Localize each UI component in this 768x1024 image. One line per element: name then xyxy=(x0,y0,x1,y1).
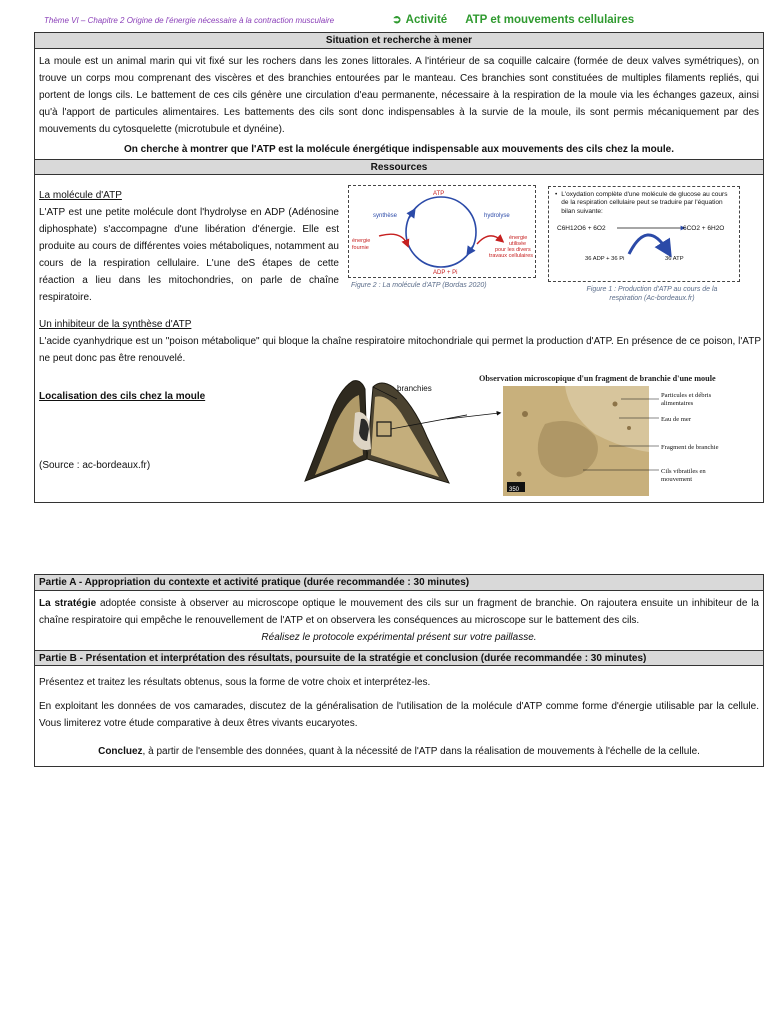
fig2-atp-label: ATP xyxy=(433,191,445,197)
situation-paragraph: La moule est un animal marin qui vit fixé sur les rochers dans les zones littorales. A l'intérieur de sa coquille calcaire (formée de deux valves symétriques), on trouve un corps mou comprenant des viscères et des branchies entourées par le manteau. Ces branchies sont constituées de multiples filaments repliés, qui portent de longs cils. Le battement de ces cils génère une circulation d'eau permanente, nécessaire à la respiration de la moule via les échanges gazeux, ainsi qu'à l'apport de particules alimentaires. Les battements des cils sont donc indispensables à la survie de la moule, ils sont permis mécaniquement par des mouvements du cytosquelette (microtubule et dynéine). xyxy=(39,56,759,135)
fig1-atp: 36 ATP xyxy=(665,256,684,263)
part-a-strategy xyxy=(35,591,763,629)
fig2-energie-utilisee-4: travaux cellulaires xyxy=(489,253,534,259)
part-b-p2: En exploitant les données de vos camarades, discutez de la généralisation de l'utilisation de la molécule d'ATP comme forme d'énergie utilisable par la cellule. Vous limiterez votre étude comparative à deux êtres vivants eucaryotes. xyxy=(39,701,759,729)
mussel-illustration xyxy=(301,379,467,489)
activity-title: ATP et mouvements cellulaires xyxy=(465,14,635,26)
part-b-heading: Partie B - Présentation et interprétation des résultats, poursuite de la stratégie et conclusion (durée recommandée : 30 minutes) xyxy=(35,650,763,666)
micro-label-fragment: Fragment de branchie xyxy=(661,444,719,451)
fig2-caption: Figure 2 : La molécule d'ATP (Bordas 2020) xyxy=(351,282,487,289)
fig2-energie-utilisee-3: pour les divers xyxy=(495,247,531,253)
fig2-energie-fournie-2: fournie xyxy=(352,245,369,251)
source-text: (Source : ac-bordeaux.fr) xyxy=(39,460,151,471)
fig2-energie-fournie-1: énergie xyxy=(352,238,371,244)
mussel-label-branchies: branchies xyxy=(397,384,432,393)
part-a-strategy-text: adoptée consiste à observer au microscope optique le mouvement des cils sur un fragment de branchie. On rajoutera ensuite un inhibiteur de la chaîne respiratoire qui empêche le renouvellement de l'ATP et on observera les conséquences au microscope sur le battement des cils. xyxy=(39,598,759,626)
atp-cycle-figure xyxy=(348,185,536,278)
micro-label-particules-1: Particules et débris xyxy=(661,392,712,399)
inhibitor-block xyxy=(39,316,761,367)
micro-title: Observation microscopique d'un fragment de branchie d'une moule xyxy=(479,374,716,383)
respiration-equation-figure xyxy=(548,186,740,282)
fig1-caption-line-2: respiration (Ac-bordeaux.fr) xyxy=(609,295,695,303)
fig1-bullet-row: • L'oxydation complète d'une molécule de glucose au cours de la respiration cellulaire peut se traduire par l'équation bilan suivante: xyxy=(555,191,733,216)
cils-title: Localisation des cils chez la moule xyxy=(39,391,206,402)
activity-label: Activité xyxy=(405,14,448,26)
fig2-energie-utilisee-2: utilisée xyxy=(509,241,527,247)
micro-label-particules-2: alimentaires xyxy=(661,400,694,407)
fig2-pi-label: + Pi xyxy=(447,270,458,276)
part-a-heading: Partie A - Appropriation du contexte et activité pratique (durée recommandée : 30 minutes) xyxy=(35,575,763,591)
part-a-strategy-lead: La stratégie xyxy=(39,598,97,609)
microscope-figure-drawing xyxy=(445,374,757,497)
fig1-adp: 36 ADP + 36 Pi xyxy=(585,256,625,263)
theme-line: Thème VI – Chapitre 2 Origine de l'énergie nécessaire à la contraction musculaire xyxy=(44,16,335,25)
part-b-conclusion xyxy=(35,735,763,766)
fig2-hydrolyse-label: hydrolyse xyxy=(484,213,510,219)
research-goal: On cherche à montrer que l'ATP est la molécule énergétique indispensable aux mouvements des cils chez la moule. xyxy=(124,144,674,155)
micro-label-cils-2: mouvement xyxy=(661,476,693,483)
micro-scale: 350 xyxy=(509,487,520,493)
inhibitor-text: L'acide cyanhydrique est un "poison métabolique" qui bloque la chaîne respiratoire mitochondriale qui permet la production d'ATP. En présence de ce poison, l'ATP ne peut donc pas être renouvelé. xyxy=(39,336,761,364)
atp-block xyxy=(39,187,339,306)
atp-title: La molécule d'ATP xyxy=(39,190,122,201)
atp-text: L'ATP est une petite molécule dont l'hydrolyse en ADP (Adénosine diphosphate) s'accompagne d'une libération d'énergie. Elle est produite au cours de différentes voies métaboliques, notamment au cours de la respiration cellulaire. L'une deS étapes de cette réaction a lieu dans les mitochondries, on parle de chaîne respiratoire. xyxy=(39,207,339,303)
microscope-observation-figure xyxy=(445,374,757,497)
fig1-bullet-text: L'oxydation complète d'une molécule de glucose au cours de la respiration cellulaire peut se traduire par l'équation bilan suivante: xyxy=(561,191,728,215)
mussel-drawing xyxy=(301,379,467,489)
fig2-adp-label: ADP xyxy=(433,270,446,276)
fig1-eq-right: 6CO2 + 6H2O xyxy=(683,225,725,233)
fig1-caption-line-1: Figure 1 : Production d'ATP au cours de la xyxy=(586,286,718,293)
situation-heading: Situation et recherche à mener xyxy=(35,33,763,49)
part-b-conclude-lead: Concluez xyxy=(98,746,143,757)
activity-heading xyxy=(392,11,634,31)
situation-resources-frame xyxy=(34,32,764,503)
part-a-protocol: Réalisez le protocole expérimental présent sur votre paillasse. xyxy=(261,632,537,643)
inhibitor-title: Un inhibiteur de la synthèse d'ATP xyxy=(39,319,192,330)
micro-label-eau: Eau de mer xyxy=(661,416,692,423)
resources-section xyxy=(35,175,763,502)
fig1-eq-left: C6H12O6 + 6O2 xyxy=(557,225,606,233)
circle-arrow-right-icon: ➲ xyxy=(392,14,402,26)
part-b-conclude-text: , à partir de l'ensemble des données, quant à la nécessité de l'ATP dans la réalisation de mouvements à l'échelle de la cellule. xyxy=(142,746,700,757)
micro-label-cils-1: Cils vibratiles en xyxy=(661,468,706,475)
fig2-synthese-label: synthèse xyxy=(373,213,398,219)
atp-cycle-diagram xyxy=(349,186,535,277)
parts-frame xyxy=(34,574,764,767)
fig1-equation-diagram xyxy=(555,218,735,268)
resources-heading: Ressources xyxy=(35,159,763,175)
fig2-energie-utilisee-1: énergie xyxy=(509,235,528,241)
page-header xyxy=(44,11,744,29)
fig1-caption xyxy=(557,285,747,304)
part-b-p1: Présentez et traitez les résultats obtenus, sous la forme de votre choix et interprétez-les. xyxy=(39,677,431,688)
